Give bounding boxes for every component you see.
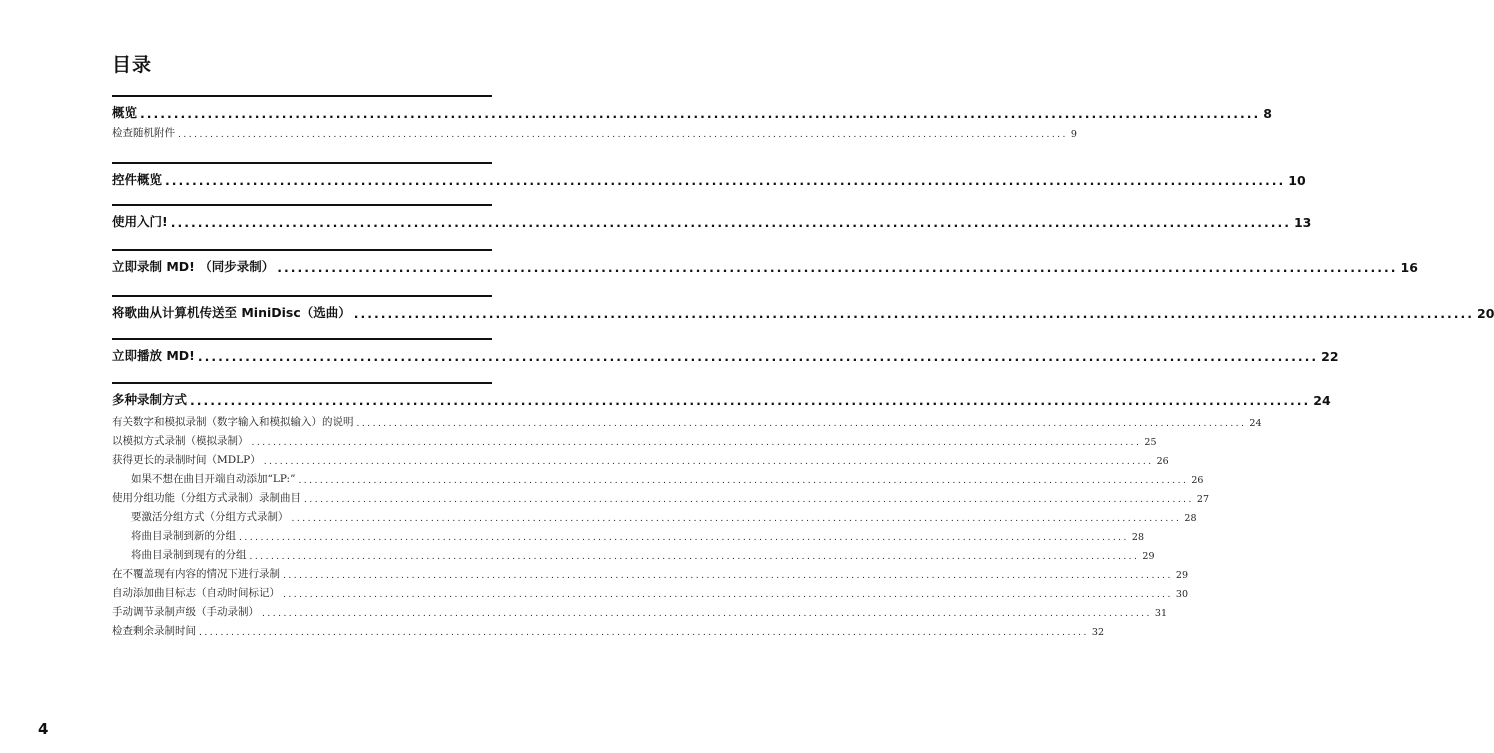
toc-subentry-title: 自动添加曲目标志（自动时间标记）	[112, 587, 280, 599]
dot-leader: ......................................................................................................................................................................	[239, 533, 1129, 543]
toc-section-recording-modes	[112, 382, 1331, 638]
dot-leader: ......................................................................................................................................................................	[165, 173, 1286, 188]
toc-section-getting-started	[112, 204, 1312, 230]
dot-leader: ......................................................................................................................................................................	[197, 349, 1319, 364]
toc-subentry-page: 25	[1144, 437, 1157, 448]
toc-subentry-indented[interactable]	[112, 524, 1144, 543]
dot-leader: ......................................................................................................................................................................	[178, 130, 1068, 140]
toc-entry-title: 控件概览	[112, 172, 163, 187]
toc-entry-title: 使用入门!	[112, 214, 168, 229]
toc-subentry[interactable]	[112, 562, 1188, 581]
toc-subentry-title: 手动调节录制声级（手动录制）	[112, 606, 259, 618]
toc-subentry[interactable]	[112, 619, 1104, 638]
dot-leader: ......................................................................................................................................................................	[140, 106, 1261, 121]
toc-entry-page: 22	[1321, 349, 1339, 364]
toc-subentry[interactable]	[112, 410, 1262, 429]
dot-leader: ......................................................................................................................................................................	[263, 457, 1154, 467]
toc-subentry-page: 26	[1191, 475, 1204, 486]
dot-leader: ......................................................................................................................................................................	[262, 609, 1152, 619]
toc-entry-page: 20	[1477, 306, 1494, 321]
toc-subentry-title: 要激活分组方式（分组方式录制）	[131, 511, 289, 523]
toc-subentry-title: 将曲目录制到新的分组	[131, 530, 236, 542]
toc-subentry-title: 使用分组功能（分组方式录制）录制曲目	[112, 492, 301, 504]
toc-subentry-title: 获得更长的录制时间（MDLP）	[112, 454, 261, 466]
toc-section-record-md	[112, 249, 1418, 275]
toc-entry-title: 概览	[112, 105, 138, 120]
toc-subentry-title: 在不覆盖现有内容的情况下进行录制	[112, 568, 280, 580]
page-title: 目录	[112, 54, 153, 76]
toc-subentry[interactable]	[112, 448, 1169, 467]
toc-subentry-page: 28	[1131, 532, 1144, 543]
toc-entry-page: 16	[1400, 260, 1418, 275]
dot-leader: ......................................................................................................................................................................	[353, 306, 1475, 321]
toc-subentry-page: 29	[1175, 570, 1188, 581]
toc-subentry-indented[interactable]	[112, 543, 1155, 562]
toc-section-transfer	[112, 295, 1494, 321]
toc-entry-page: 13	[1293, 215, 1312, 230]
toc-entry-title: 将歌曲从计算机传送至 MiniDisc（选曲）	[112, 305, 351, 320]
toc-subentry-page: 31	[1154, 608, 1167, 619]
toc-entry-title: 多种录制方式	[112, 392, 188, 407]
dot-leader: ......................................................................................................................................................................	[283, 571, 1173, 581]
section-divider	[112, 382, 492, 384]
toc-entry-overview[interactable]	[112, 103, 1272, 121]
page-number: 4	[38, 720, 49, 738]
toc-subentry[interactable]	[112, 429, 1157, 448]
toc-entry-controls[interactable]	[112, 170, 1306, 188]
toc-entry-title: 立即录制 MD! （同步录制）	[112, 259, 275, 274]
dot-leader: ......................................................................................................................................................................	[356, 419, 1247, 429]
dot-leader: ......................................................................................................................................................................	[291, 514, 1182, 524]
dot-leader: ......................................................................................................................................................................	[251, 438, 1142, 448]
toc-subentry-title: 如果不想在曲目开端自动添加“LP:”	[131, 473, 296, 485]
toc-subentry-page: 30	[1175, 589, 1188, 600]
toc-subentry[interactable]	[112, 121, 1077, 140]
toc-subentry-title: 将曲目录制到现有的分组	[131, 549, 247, 561]
toc-entry-title: 立即播放 MD!	[112, 348, 195, 363]
section-divider	[112, 249, 492, 251]
toc-entry-getting-started[interactable]	[112, 212, 1312, 230]
toc-subentry-page: 9	[1070, 129, 1077, 140]
dot-leader: ......................................................................................................................................................................	[170, 215, 1291, 230]
toc-entry-transfer[interactable]	[112, 303, 1494, 321]
toc-subentry-title: 以模拟方式录制（模拟录制）	[112, 435, 249, 447]
dot-leader: ......................................................................................................................................................................	[283, 590, 1173, 600]
section-divider	[112, 162, 492, 164]
toc-entry-recording-modes[interactable]	[112, 390, 1331, 408]
toc-subentry-page: 32	[1091, 627, 1104, 638]
toc-entry-page: 24	[1313, 393, 1331, 408]
toc-section-play-md	[112, 338, 1339, 364]
dot-leader: ......................................................................................................................................................................	[190, 393, 1311, 408]
toc-entry-page: 8	[1263, 106, 1272, 121]
section-divider	[112, 295, 492, 297]
toc-subentry-page: 29	[1142, 551, 1155, 562]
toc-entry-record-md[interactable]	[112, 257, 1418, 275]
toc-section-overview	[112, 95, 1272, 140]
section-divider	[112, 95, 492, 97]
toc-entry-play-md[interactable]	[112, 346, 1339, 364]
dot-leader: ......................................................................................................................................................................	[298, 476, 1189, 486]
dot-leader: ......................................................................................................................................................................	[304, 495, 1194, 505]
toc-subentry[interactable]	[112, 581, 1188, 600]
toc-subentry[interactable]	[112, 600, 1167, 619]
toc-subentry-indented[interactable]	[112, 467, 1204, 486]
toc-subentry-page: 24	[1249, 418, 1262, 429]
toc-subentry-page: 27	[1196, 494, 1209, 505]
toc-subentry[interactable]	[112, 486, 1209, 505]
toc-subentry-page: 26	[1156, 456, 1169, 467]
toc-subentry-title: 检查剩余录制时间	[112, 625, 196, 637]
toc-section-controls	[112, 162, 1306, 188]
toc-subentry-indented[interactable]	[112, 505, 1197, 524]
dot-leader: ......................................................................................................................................................................	[277, 260, 1398, 275]
dot-leader: ......................................................................................................................................................................	[199, 628, 1089, 638]
section-divider	[112, 338, 492, 340]
section-divider	[112, 204, 492, 206]
dot-leader: ......................................................................................................................................................................	[249, 552, 1140, 562]
toc-entry-page: 10	[1288, 173, 1306, 188]
toc-subentry-title: 有关数字和模拟录制（数字输入和模拟输入）的说明	[112, 416, 354, 428]
toc-subentry-page: 28	[1184, 513, 1197, 524]
toc-subentry-title: 检查随机附件	[112, 127, 175, 139]
